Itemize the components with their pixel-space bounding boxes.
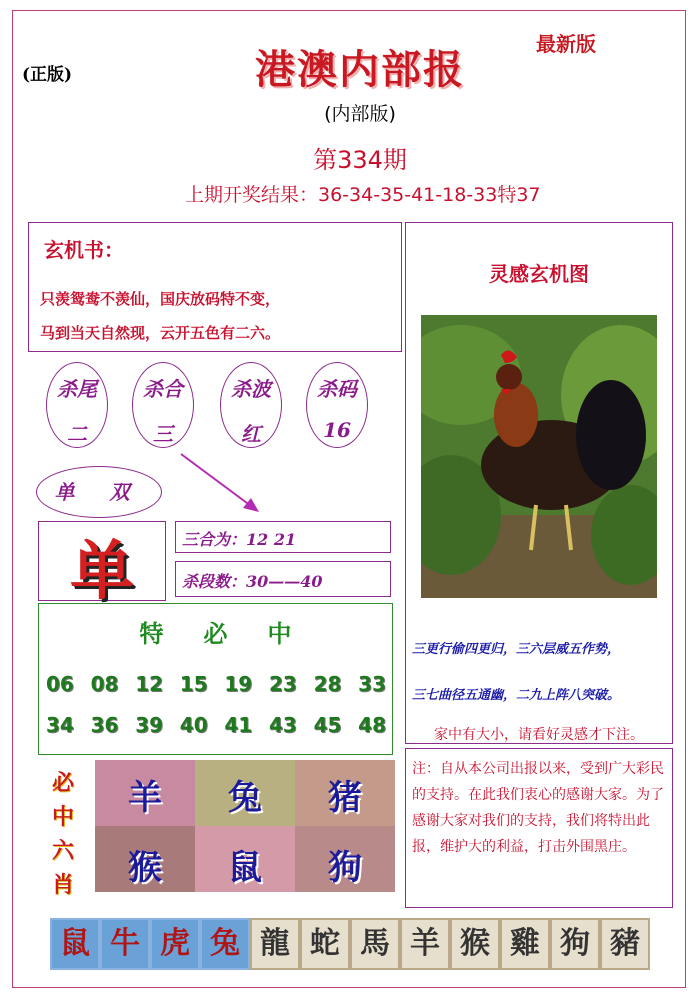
zodiac-tile: 牛 (100, 918, 150, 970)
te-number: 15 (179, 672, 208, 696)
oval-label: 杀波 (231, 377, 271, 401)
page-title: 港澳内部报 (255, 46, 465, 93)
te-number: 40 (179, 713, 208, 737)
te-number: 19 (224, 672, 253, 696)
oval-label: 杀合 (143, 377, 183, 401)
edition-label: (内部版) (324, 103, 396, 125)
zodiac-cell (295, 826, 395, 892)
zodiac-grid (95, 760, 395, 892)
te-number: 48 (358, 713, 386, 737)
xuanji-title: 玄机书： (44, 238, 124, 262)
zodiac-tile: 馬 (350, 918, 400, 970)
zodiac-label: 狗 (328, 848, 362, 888)
oval-value: 三 (153, 422, 173, 446)
sanhe-text: 三合为：12 21 (182, 530, 297, 549)
zodiac-tile: 兔 (200, 918, 250, 970)
oval-sha-wei (46, 362, 108, 448)
zodiac-cell (95, 826, 195, 892)
zodiac-cell (295, 760, 395, 826)
te-numbers-row-1 (46, 672, 386, 696)
te-number: 39 (135, 713, 164, 737)
te-numbers-row-2 (46, 713, 386, 737)
zodiac-tile: 鼠 (50, 918, 100, 970)
zodiac-label: 猪 (328, 778, 362, 818)
zodiac-label: 兔 (228, 778, 262, 818)
newest-badge: 最新版 (536, 32, 596, 56)
zodiac-tile: 龍 (250, 918, 300, 970)
note-text: 注：自从本公司出报以来，受到广大彩民的支持。在此我们衷心的感谢大家。为了感谢大家对我们的支持，我们将特出此报，维护大的利益，打击外围黑庄。 (412, 761, 664, 855)
oval-sha-he (132, 362, 194, 448)
oval-label: 杀尾 (57, 377, 97, 401)
oval-label: 杀码 (317, 377, 357, 401)
te-number: 28 (313, 672, 342, 696)
zodiac-tile: 狗 (550, 918, 600, 970)
zodiac-tile: 雞 (500, 918, 550, 970)
verse-line-1: 三更行偷四更归，三六层威五作势， (412, 642, 621, 657)
hint-text: 家中有大小，请看好灵感才下注。 (434, 727, 644, 743)
zodiac-cell (195, 760, 295, 826)
oval-value: 二 (67, 422, 87, 446)
te-bizhong-title: 特必中 (139, 619, 332, 648)
zodiac-cell (195, 826, 295, 892)
zodiac-label: 猴 (128, 848, 162, 888)
zodiac-bar (50, 918, 650, 970)
te-number: 36 (90, 713, 119, 737)
oval-sha-ma (306, 362, 368, 448)
zodiac-tile: 猴 (450, 918, 500, 970)
verse-line-2: 三七曲径五通幽，二九上阵八突破。 (412, 688, 621, 703)
heshu-text: 杀段数：30——40 (182, 572, 323, 591)
te-number: 12 (135, 672, 164, 696)
te-number: 23 (268, 672, 297, 696)
te-number: 45 (313, 713, 342, 737)
last-result: 上期开奖结果：36-34-35-41-18-33特37 (185, 184, 541, 206)
zodiac-tile: 羊 (400, 918, 450, 970)
zodiac-tile: 豬 (600, 918, 650, 970)
te-number: 06 (46, 672, 74, 696)
oval-value: 红 (241, 422, 261, 446)
danshuang-oval: 单 双 (36, 466, 162, 518)
issue-number: 第334期 (313, 146, 407, 174)
zhengban-label: (正版) (22, 65, 73, 85)
zodiac-label: 鼠 (228, 848, 262, 888)
zodiac-label: 羊 (128, 778, 162, 818)
zodiac-tile: 虎 (150, 918, 200, 970)
oval-value: 16 (323, 418, 351, 442)
bizhong-liuxiao: 必中六肖 (51, 770, 74, 898)
te-number: 34 (46, 713, 74, 737)
oval-sha-bo (220, 362, 282, 448)
linggan-title: 灵感玄机图 (489, 262, 589, 286)
te-number: 08 (90, 672, 119, 696)
te-number: 33 (358, 672, 386, 696)
xuanji-line-2: 马到当天自然现，云开五色有二六。 (40, 324, 281, 342)
zodiac-tile: 蛇 (300, 918, 350, 970)
rooster-image (421, 315, 657, 598)
arrow-icon (175, 448, 265, 518)
te-number: 43 (268, 713, 297, 737)
te-number: 41 (224, 713, 253, 737)
zodiac-cell (95, 760, 195, 826)
xuanji-line-1: 只羡鸳鸯不羡仙，国庆放码特不变， (40, 290, 281, 308)
big-dan-char: 单 (70, 534, 134, 609)
